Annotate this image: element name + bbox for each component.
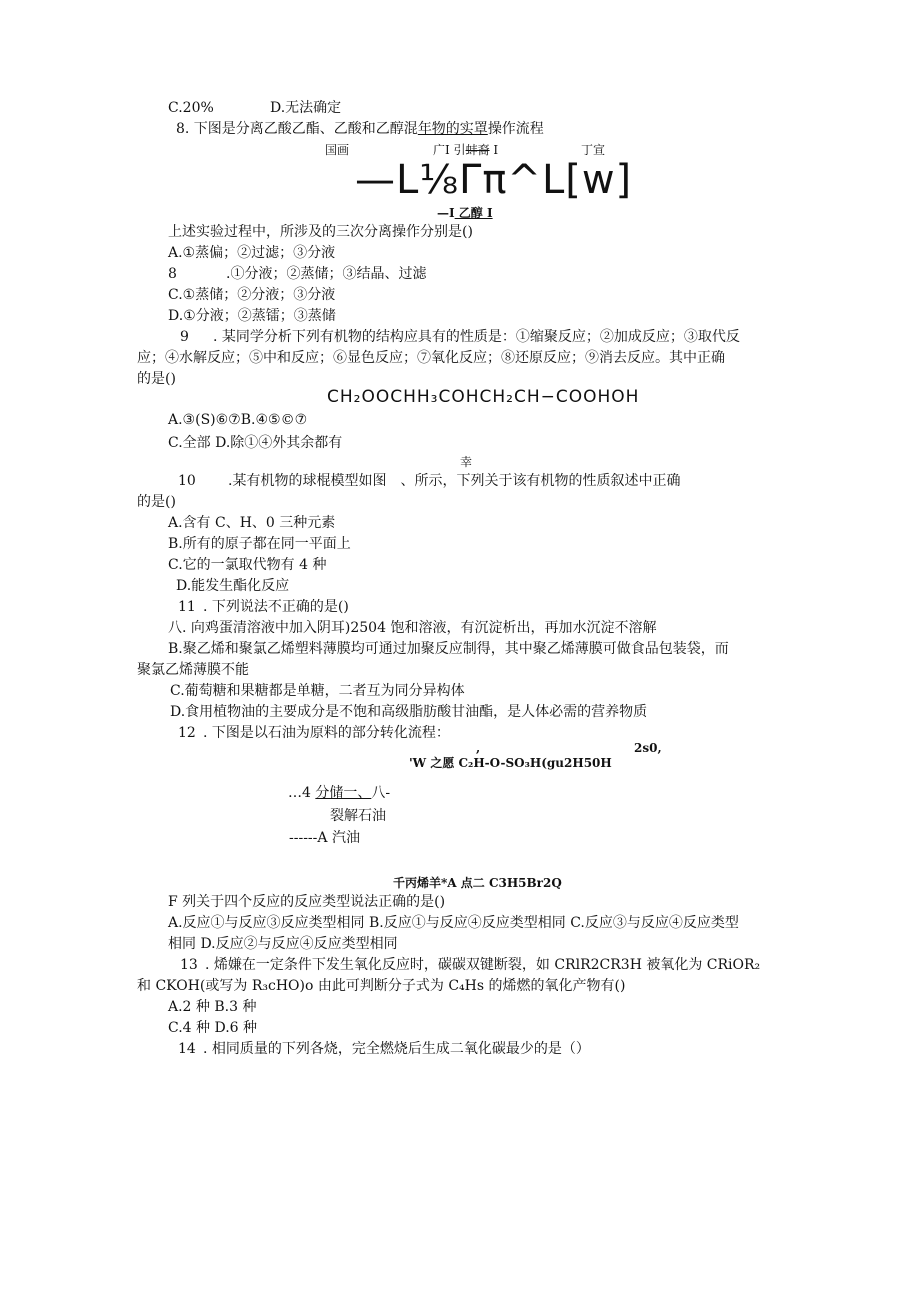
q9-stem-line-2: 应；④水解反应；⑤中和反应；⑥显色反应；⑦氧化反应；⑧还原反应；⑨消去反应。其中正确 [137,350,725,366]
q8-option-b: .①分液；②蒸储；③结晶、过滤 [226,266,427,282]
q7-option-d: D.无法确定 [270,100,342,116]
q9-stem-line-1: . 某同学分析下列有机物的结构应具有的性质是：①缩聚反应；②加成反应；③取代反 [213,329,740,345]
q12-figure-line-1: 'W 之愿 C₂H-O-SO₃H(gu2H50H [409,756,612,770]
q12-figure-comma: , [476,741,481,755]
q10-stem-line-2: 的是() [137,494,176,510]
q12-figure-2s0: 2s0, [634,741,662,755]
q13-number: 13 [180,957,198,973]
q8-option-b-number: 8 [168,266,177,282]
q12-figure-line-4: ------A 汽油 [289,830,360,846]
q10-option-a: A.含有 C、H、0 三种元素 [168,515,336,531]
q11-stem: . 下列说法不正确的是() [203,599,349,615]
q10-option-b: B.所有的原子都在同一平面上 [168,536,351,552]
q8-option-c: C.①蒸储；②分液；③分液 [168,287,336,303]
q11-option-d: D.食用植物油的主要成分是不饱和高级脂肪酸甘油酯，是人体必需的营养物质 [170,704,648,720]
q11-option-b-line-1: B.聚乙烯和聚氯乙烯塑料薄膜均可通过加聚反应制得，其中聚乙烯薄膜可做食品包装袋，而 [168,641,729,657]
q10-option-c: C.它的一氯取代物有 4 种 [168,557,327,573]
q8-figure-bottom-label: —I 乙醇 I [437,206,493,220]
q7-option-c: C.20% [168,100,214,116]
q9-number: 9 [180,329,189,345]
q8-figure-label-3: 丁宣 [581,143,606,157]
q9-options-c-d: C.全部 D.除①④外其余都有 [168,435,343,451]
q12-figure-line-5: 千丙烯羊*A 点二 C3H5Br2Q [393,876,562,890]
q12-stem: . 下图是以石油为原料的部分转化流程： [203,725,450,741]
q8-figure-label-2: 广I 引蚌裔 I [433,143,499,157]
q14-number: 14 [178,1041,196,1057]
q12-figure-line-3: 裂解石油 [330,808,386,824]
q12-question: F 列关于四个反应的反应类型说法正确的是() [168,894,446,910]
q8-question: 上述实验过程中，所涉及的三次分离操作分别是() [168,224,473,240]
q11-option-c: C.葡萄糖和果糖都是单糖，二者互为同分异构体 [170,683,465,699]
q13-stem-line-2: 和 CKOH(或写为 R₃cHO)o 由此可判断分子式为 C₄Hs 的烯燃的氧化产物有() [137,978,626,994]
q8-figure-label-1: 国画 [325,143,350,157]
q11-number: 11 [178,599,196,615]
q8-option-d: D.①分液；②蒸镭；③蒸储 [168,308,336,324]
q11-option-b-line-2: 聚氯乙烯薄膜不能 [137,662,249,678]
q10-stem-line-1: .某有机物的球棍模型如图 、所示，下列关于该有机物的性质叙述中正确 [228,473,681,489]
q11-option-a: 八. 向鸡蛋清溶液中加入阴耳)2504 饱和溶液，有沉淀析出，再加水沉淀不溶解 [168,620,657,636]
q14-stem: . 相同质量的下列各烧，完全燃烧后生成二氧化碳最少的是（） [203,1041,590,1057]
q8-flowchart-figure: —L⅛Γπ^L[w] [355,157,633,203]
q8-option-a: A.①蒸偏；②过滤；③分液 [168,245,336,261]
q12-number: 12 [178,725,196,741]
q9-stem-line-3: 的是() [137,371,176,387]
q13-options-c-d: C.4 种 D.6 种 [168,1020,258,1036]
q12-options-line-1: A.反应①与反应③反应类型相同 B.反应①与反应④反应类型相同 C.反应③与反应④反应类型 [168,915,739,931]
q13-options-a-b: A.2 种 B.3 种 [168,999,257,1015]
q10-figure-mark: 幸 [460,455,473,469]
q10-option-d: D.能发生酯化反应 [176,578,290,594]
q12-figure-line-2: …4 分储一、八- [288,785,391,801]
q9-structural-formula: CH₂OOCHH₃COHCH₂CH−COOHOH [327,387,640,407]
q13-stem-line-1: . 烯嫌在一定条件下发生氧化反应时，碳碳双键断裂，如 CRlR2CR3H 被氧化为 CRiOR₂ [205,957,761,973]
q12-options-line-2: 相同 D.反应②与反应④反应类型相同 [168,936,398,952]
q10-number: 10 [178,473,196,489]
q9-options-a-b: A.③(S)⑥⑦B.④⑤©⑦ [168,412,308,428]
q8-stem: 8. 下图是分离乙酸乙酯、乙酸和乙醇混年物的实罩操作流程 [176,121,544,137]
